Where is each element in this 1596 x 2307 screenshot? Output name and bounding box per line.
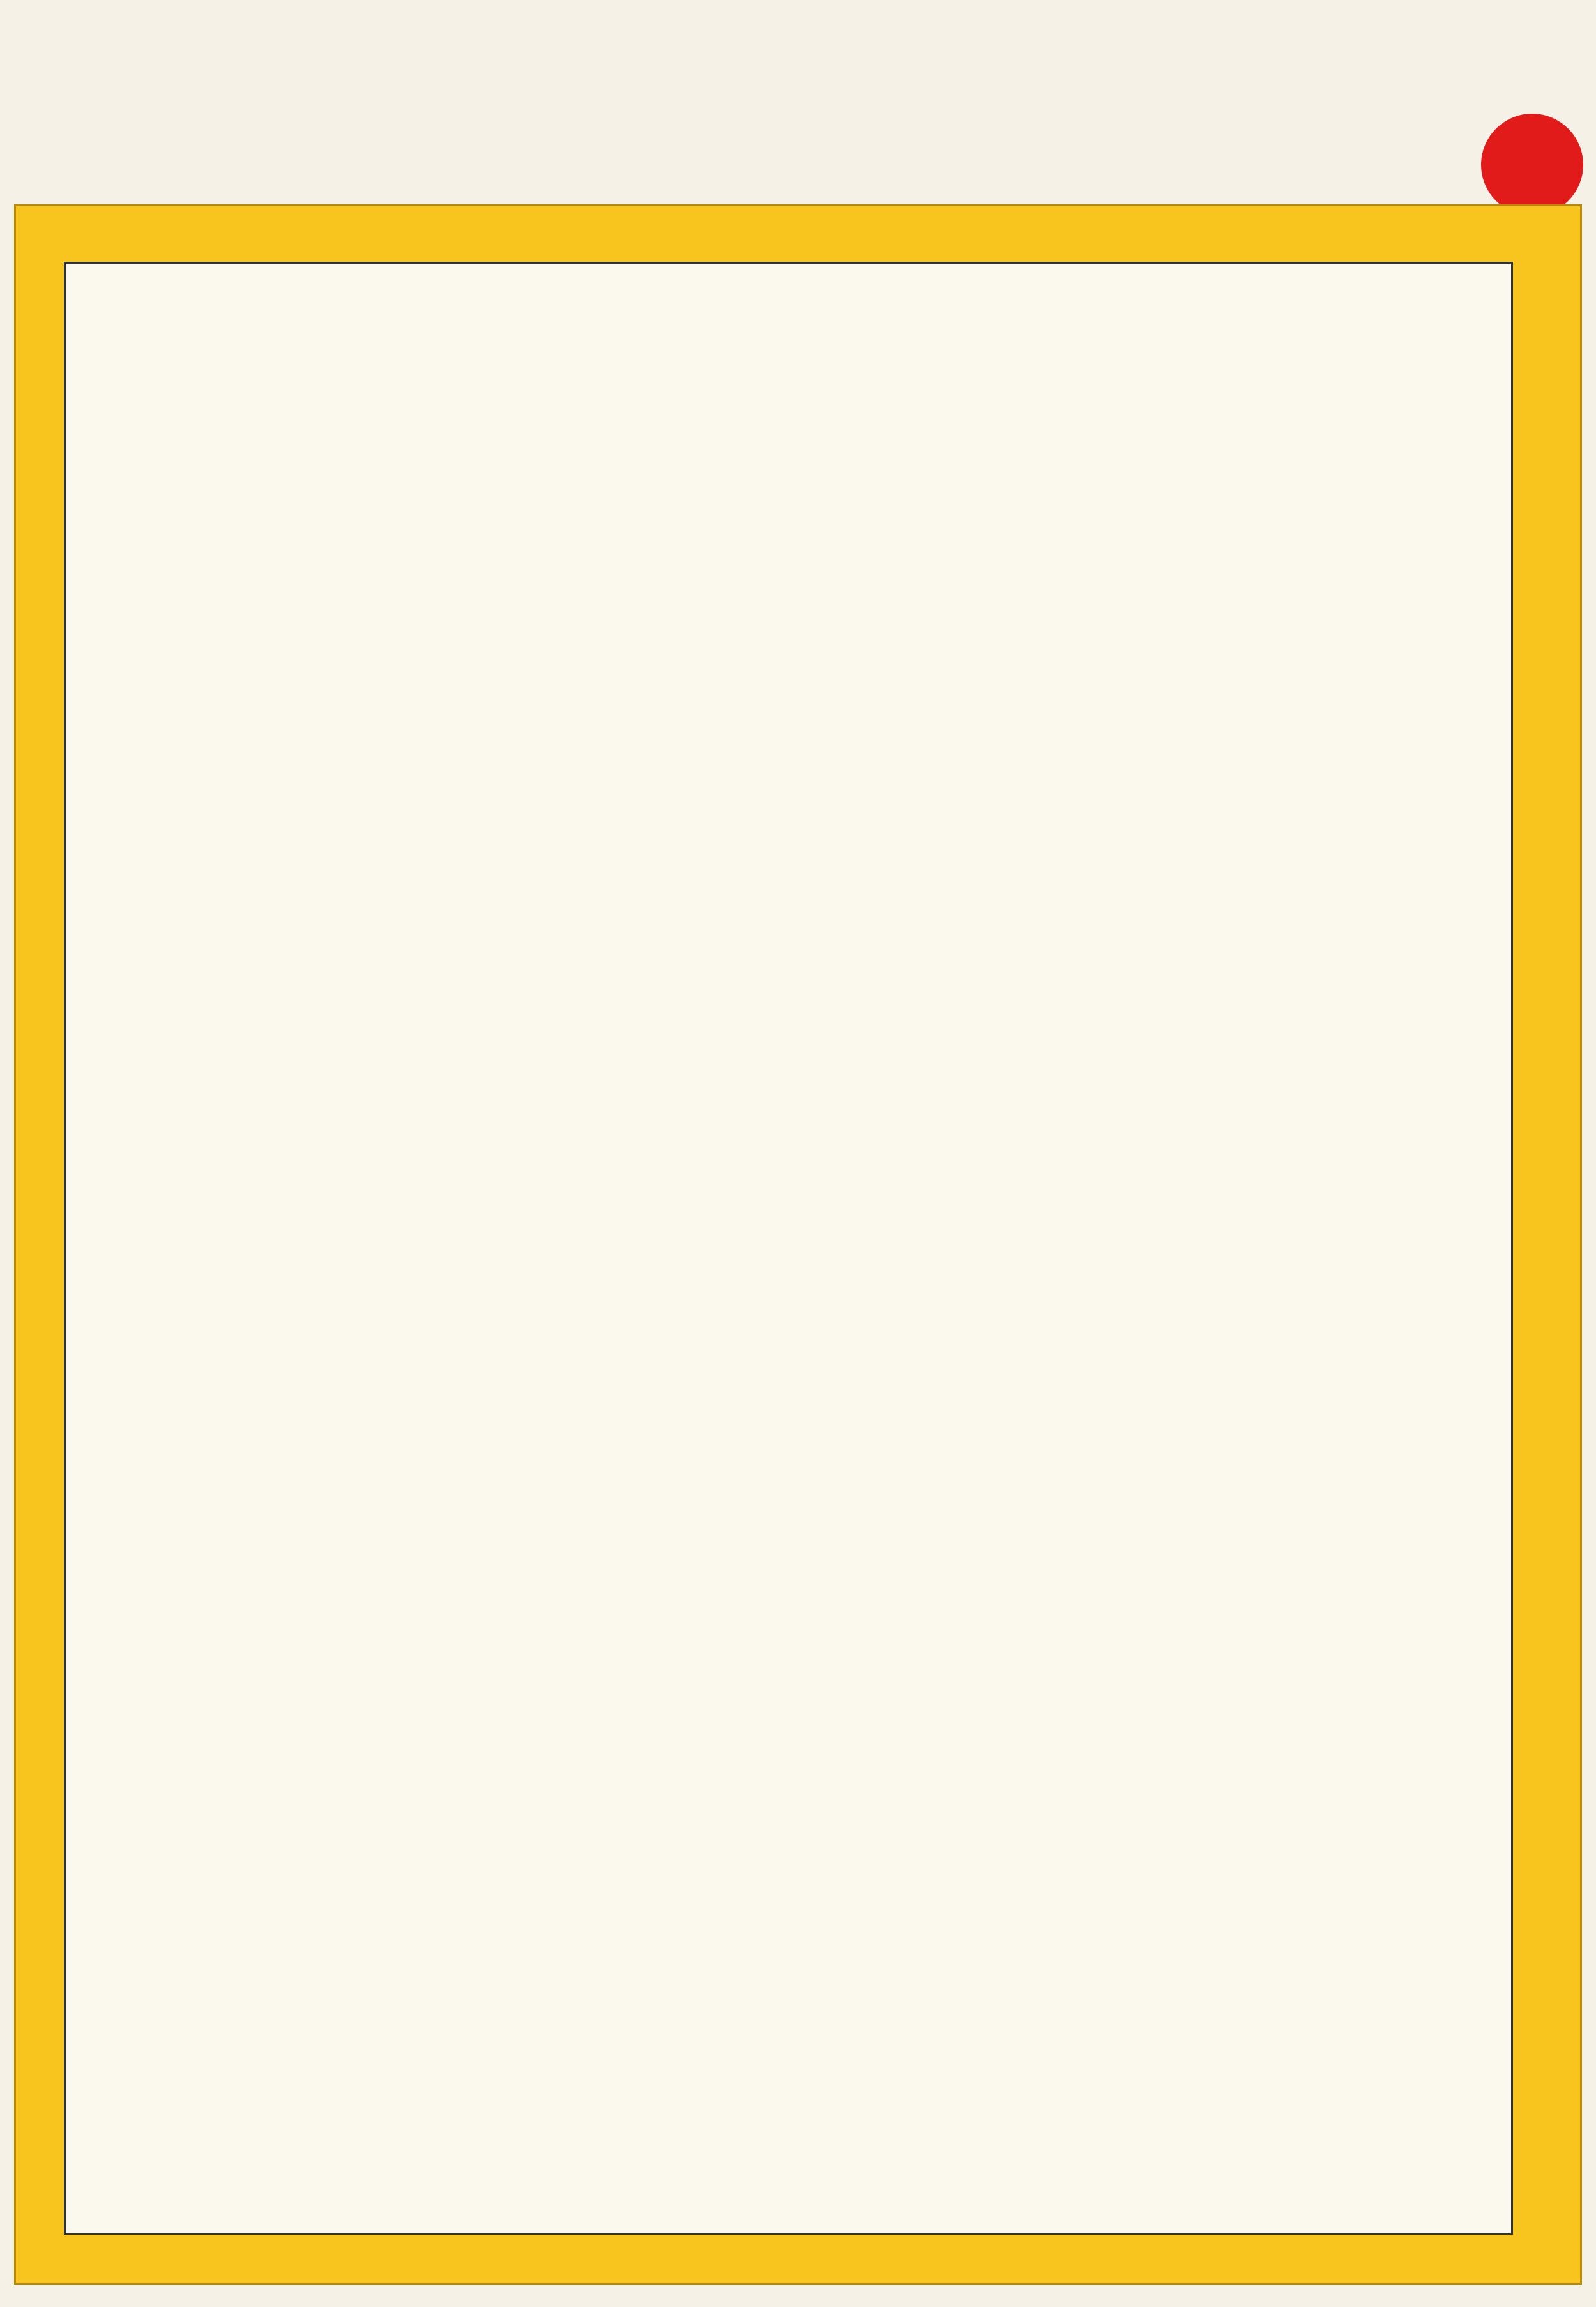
table-area: [64, 262, 1513, 2235]
page-number-badge: [1481, 114, 1583, 216]
brand-strip-left: [18, 268, 68, 2228]
brand-strip-bottom: [40, 2232, 1527, 2282]
brand-strip-top: [40, 206, 1527, 255]
brand-strip-right: [1528, 268, 1578, 2228]
